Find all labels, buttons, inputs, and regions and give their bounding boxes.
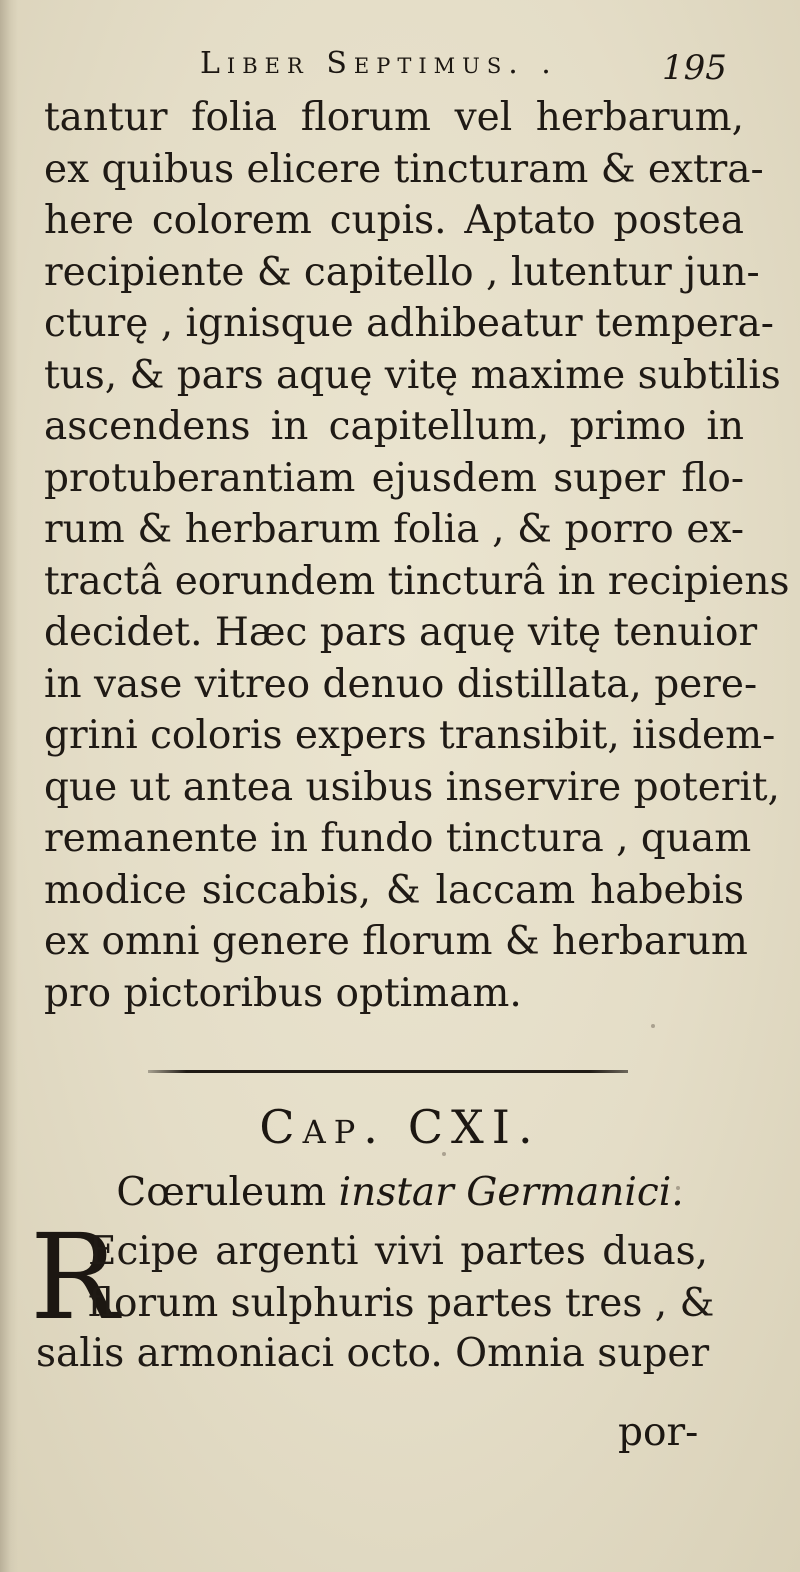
text-line: Ecipe argenti vivi partes duas, xyxy=(88,1229,708,1274)
drop-cap: R xyxy=(30,1208,119,1346)
text-line-last: pro pictoribus optimam. xyxy=(44,970,522,1016)
chapter-number: CXI. xyxy=(407,1100,541,1154)
text-line: florum sulphuris partes tres , & xyxy=(88,1280,715,1326)
text-line: here colorem cupis. Aptato postea xyxy=(44,198,744,243)
chapter-heading xyxy=(0,1100,800,1154)
text-line: ex quibus elicere tincturam & extra- xyxy=(44,146,764,192)
running-title: Liber Septimus. . xyxy=(200,46,558,81)
text-line: ex omni genere florum & herbarum xyxy=(44,919,748,964)
text-line: salis armoniaci octo. Omnia super xyxy=(36,1331,710,1376)
running-head xyxy=(0,38,800,88)
text-line: protuberantiam ejusdem super flo- xyxy=(44,455,744,501)
chapter-label: Cap. xyxy=(259,1100,386,1154)
text-line: recipiente & capitello , lutentur jun- xyxy=(44,249,760,295)
text-line: que ut antea usibus inservire poterit, xyxy=(44,764,780,810)
text-line: rum & herbarum folia , & porro ex- xyxy=(44,507,744,552)
recipe-indented-lines xyxy=(88,1226,715,1329)
section-divider xyxy=(148,1070,628,1073)
text-line: remanente in fundo tinctura , quam xyxy=(44,816,752,861)
text-line: tantur folia florum vel herbarum, xyxy=(44,95,744,140)
text-line: modice siccabis, & laccam habebis xyxy=(44,867,744,913)
text-line: tractâ eorundem tincturâ in recipiens xyxy=(44,558,790,604)
paper-speck xyxy=(651,1024,655,1028)
body-paragraph xyxy=(44,92,790,1019)
catchword: por- xyxy=(618,1410,699,1455)
text-line: ascendens in capitellum, primo in xyxy=(44,404,744,449)
text-line: cturę , ignisque adhibeatur tempera- xyxy=(44,301,774,346)
subheading-roman: Cœruleum xyxy=(116,1170,327,1215)
page-number: 195 xyxy=(662,48,727,88)
page-gutter-shadow xyxy=(0,0,18,1572)
paper-speck xyxy=(676,1186,680,1190)
recipe-full-lines xyxy=(36,1328,708,1380)
text-line: tus, & pars aquę vitę maxime subtilis xyxy=(44,352,781,398)
text-line: in vase vitreo denuo distillata, pere- xyxy=(44,661,758,707)
subheading-italic: instar Germanici. xyxy=(338,1170,684,1215)
paper-speck xyxy=(442,1152,446,1156)
text-line: decidet. Hæc pars aquę vitę tenuior xyxy=(44,610,758,655)
text-line: grini coloris expers transibit, iisdem- xyxy=(44,713,776,758)
chapter-subheading xyxy=(0,1170,800,1215)
